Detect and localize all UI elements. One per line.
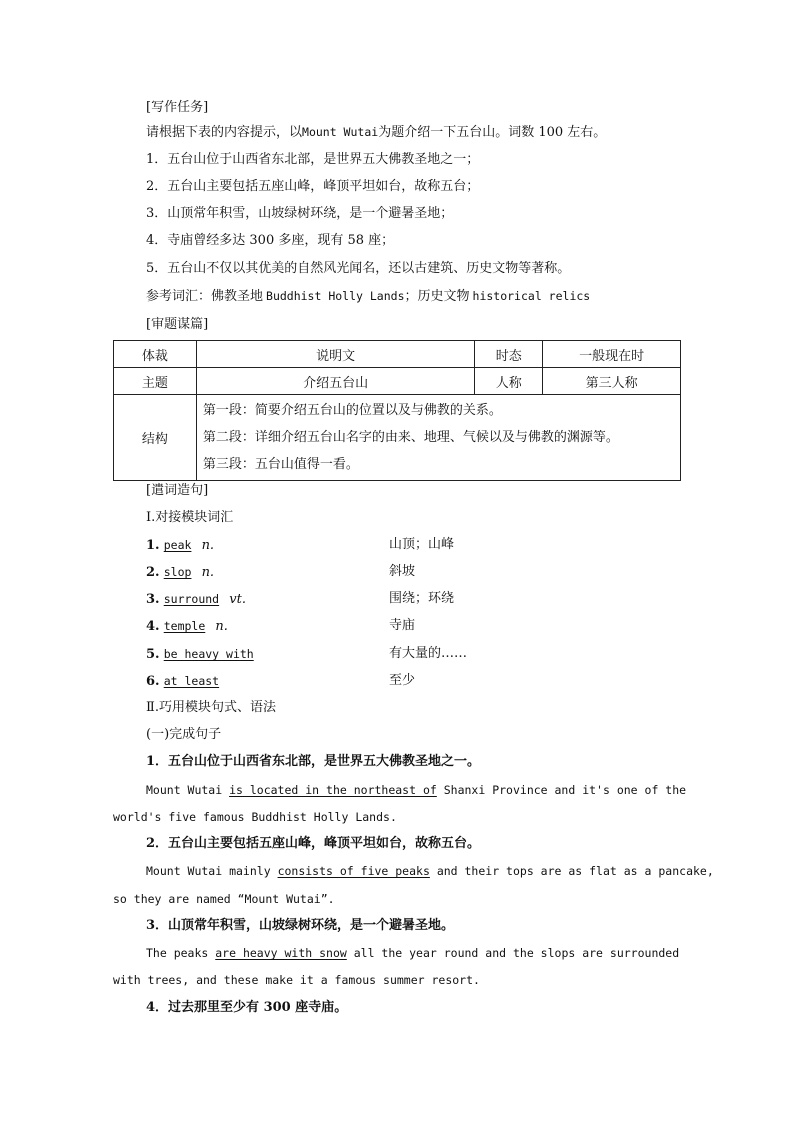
table-cell: 时态 xyxy=(475,341,543,368)
vocab-item xyxy=(146,645,254,664)
vocab-num: 6. xyxy=(146,674,160,689)
vocab-meaning: 寺庙 xyxy=(389,618,416,633)
sentence-text: all the year round and the slops are surrounded xyxy=(346,946,680,960)
sentence-en-line xyxy=(146,781,714,799)
table-row xyxy=(114,368,681,395)
vocab-word: be heavy with xyxy=(163,647,254,661)
table-cell: 第三人称 xyxy=(543,368,681,395)
vocab-num: 2. xyxy=(146,565,160,580)
structure-paragraph: 第二段：详细介绍五台山名字的由来、地理、气候以及与佛教的渊源等。 xyxy=(202,430,619,445)
sentence-text: Mount Wutai mainly xyxy=(146,864,278,878)
task-point: 5．五台山不仅以其优美的自然风光闻名，还以古建筑、历史文物等著称。 xyxy=(146,261,571,276)
task-prompt xyxy=(146,123,606,142)
ref-en2: historical relics xyxy=(472,289,591,303)
vocab-heading: [遣词造句] xyxy=(146,483,209,498)
vocab-num: 5. xyxy=(146,647,160,662)
sentence-en-line xyxy=(146,862,714,880)
task-point: 4．寺庙曾经多达 300 多座，现有 58 座； xyxy=(146,233,395,248)
sentence-cn: 3．山顶常年积雪，山坡绿树环绕，是一个避暑圣地。 xyxy=(146,918,455,933)
vocab-num: 3. xyxy=(146,592,160,607)
sentence-en-line: with trees, and these make it a famous summer resort. xyxy=(113,973,480,987)
vocab-item xyxy=(146,563,214,582)
task-prompt-title: Mount Wutai xyxy=(302,125,379,139)
task-prompt-tail: 为题介绍一下五台山。词数 100 左右。 xyxy=(378,125,607,140)
vocab-word: surround xyxy=(163,592,220,606)
task-prompt-cn: 请根据下表的内容提示，以 xyxy=(146,125,303,140)
vocab-word: at least xyxy=(163,674,220,688)
reference-vocab xyxy=(146,287,590,306)
section-heading: Ⅱ.巧用模块句式、语法 xyxy=(146,700,276,715)
table-cell: 体裁 xyxy=(114,341,197,368)
table-row xyxy=(114,341,681,368)
vocab-item xyxy=(146,590,246,609)
vocab-item xyxy=(146,617,228,636)
sentence-en-line: so they are named “Mount Wutai”. xyxy=(113,892,335,906)
sentence-text: The peaks xyxy=(146,946,216,960)
sentence-cn: 2．五台山主要包括五座山峰，峰顶平坦如台，故称五台。 xyxy=(146,836,481,851)
answer-blank: are heavy with snow xyxy=(215,946,347,960)
table-cell: 说明文 xyxy=(196,341,474,368)
vocab-item xyxy=(146,672,219,691)
sentence-text: and their tops are as flat as a pancake, xyxy=(429,864,714,878)
sentence-text: Shanxi Province and it's one of the xyxy=(436,783,687,797)
vocab-meaning: 围绕；环绕 xyxy=(389,591,455,606)
structure-paragraph: 第一段：简要介绍五台山的位置以及与佛教的关系。 xyxy=(202,403,502,418)
plan-table xyxy=(113,340,681,481)
answer-blank: is located in the northeast of xyxy=(229,783,437,797)
ref-label: 参考词汇：佛教圣地 xyxy=(146,289,264,304)
structure-cell xyxy=(196,395,680,481)
structure-label: 结构 xyxy=(114,395,197,481)
sentence-en-line: world's five famous Buddhist Holly Lands. xyxy=(113,810,397,824)
table-row xyxy=(114,395,681,481)
vocab-word: peak xyxy=(163,538,192,552)
table-cell: 人称 xyxy=(475,368,543,395)
vocab-pos: n. xyxy=(201,565,215,580)
subsection-heading: (一)完成句子 xyxy=(146,727,222,742)
table-cell: 主题 xyxy=(114,368,197,395)
task-point: 3．山顶常年积雪，山坡绿树环绕，是一个避暑圣地； xyxy=(146,206,454,221)
task-heading: [写作任务] xyxy=(146,100,209,115)
section-heading: Ⅰ.对接模块词汇 xyxy=(146,510,234,525)
vocab-num: 1. xyxy=(146,538,160,553)
task-point: 2．五台山主要包括五座山峰，峰顶平坦如台，故称五台； xyxy=(146,179,480,194)
vocab-num: 4. xyxy=(146,619,160,634)
vocab-item xyxy=(146,536,214,555)
plan-heading: [审题谋篇] xyxy=(146,317,209,332)
vocab-word: slop xyxy=(163,565,192,579)
table-cell: 一般现在时 xyxy=(543,341,681,368)
vocab-meaning: 斜坡 xyxy=(389,564,416,579)
table-cell: 介绍五台山 xyxy=(196,368,474,395)
sentence-text: Mount Wutai xyxy=(146,783,230,797)
vocab-pos: n. xyxy=(201,538,215,553)
ref-sep: ；历史文物 xyxy=(404,289,470,304)
answer-blank: consists of five peaks xyxy=(277,864,430,878)
vocab-word: temple xyxy=(163,619,206,633)
ref-en1: Buddhist Holly Lands xyxy=(266,289,405,303)
task-point: 1．五台山位于山西省东北部，是世界五大佛教圣地之一； xyxy=(146,152,480,167)
sentence-cn: 1．五台山位于山西省东北部，是世界五大佛教圣地之一。 xyxy=(146,754,481,769)
vocab-meaning: 山顶；山峰 xyxy=(389,537,455,552)
sentence-en-line xyxy=(146,944,714,962)
vocab-meaning: 有大量的…… xyxy=(389,646,468,661)
sentence-cn: 4．过去那里至少有 300 座寺庙。 xyxy=(146,1000,348,1015)
vocab-meaning: 至少 xyxy=(389,673,416,688)
vocab-pos: vt. xyxy=(229,592,246,607)
structure-paragraph: 第三段：五台山值得一看。 xyxy=(202,457,359,472)
vocab-pos: n. xyxy=(215,619,228,634)
